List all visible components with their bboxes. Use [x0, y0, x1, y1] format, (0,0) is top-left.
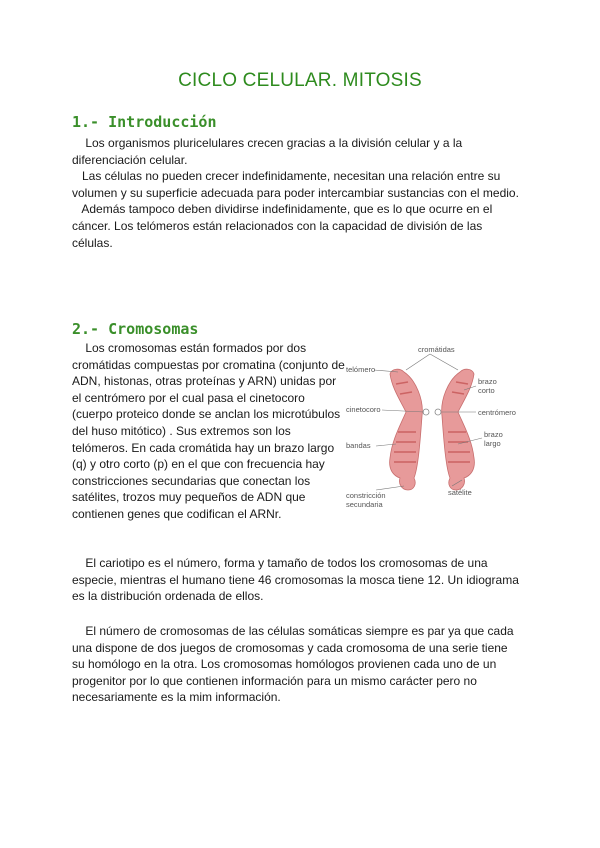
left-chromatid [390, 369, 423, 490]
text-line: El cariotipo es el número, forma y tamaño de todos los cromosomas de una [72, 556, 488, 570]
text-line: especie, mientras el humano tiene 46 cromosomas la mosca tiene 12. Un idiograma [72, 572, 519, 587]
label-brazo-corto-2: corto [478, 386, 495, 395]
text-line: satélites, trozos muy pequeños de ADN que [72, 490, 306, 505]
label-cinetocoro: cinetocoro [346, 405, 381, 414]
label-brazo-largo-2: largo [484, 439, 501, 448]
paragraph-cariotipo [72, 555, 532, 605]
text-line: una dispone de dos juegos de cromosomas y cada cromosoma de una serie tiene [72, 640, 508, 655]
text-line: El número de cromosomas de las células somáticas siempre es par ya que cada [72, 624, 514, 638]
text-line: el centrómero por el cual pasa el cinetocoro [72, 390, 305, 405]
label-satelite: satélite [448, 488, 472, 497]
text-line: diferenciación celular. [72, 152, 188, 167]
label-telomero: telómero [346, 365, 376, 374]
text-line: su homólogo en la otra. Los cromosomas homólogos provienen cada uno de un [72, 657, 497, 672]
text-line: cromátidas compuestas por cromatina (conjunto de [72, 357, 345, 372]
label-constriccion-2: secundaria [346, 500, 383, 509]
text-line: Las células no pueden crecer indefinidamente, necesitan una relación entre su [72, 169, 501, 184]
label-cromatidas: cromátidas [418, 345, 455, 354]
paragraph-cromosomas [72, 340, 357, 523]
text-line: (cuerpo proteico donde se anclan los microtúbulos [72, 407, 341, 422]
right-chromatid [442, 369, 475, 490]
text-line: Los organismos pluricelulares crecen gracias a la división celular y a la [72, 136, 463, 150]
text-line: volumen y su superficie adecuada para poder intercambiar sustancias con el medio. [72, 185, 519, 200]
label-constriccion: constricción [346, 491, 386, 500]
text-line: constricciones secundarias que conectan los [72, 473, 311, 488]
text-line: es la distribución ordenada de ellos. [72, 589, 264, 604]
text-line: células. [72, 235, 113, 250]
text-line: telómeros. En cada cromátida hay un brazo largo [72, 440, 335, 455]
label-brazo-corto: brazo [478, 377, 497, 386]
text-line: contienen genes que codifican el ARNr. [72, 506, 282, 521]
label-centromero: centrómero [478, 408, 516, 417]
section-heading-cromosomas: 2.- Cromosomas [72, 320, 199, 338]
chromosome-diagram [342, 340, 522, 515]
text-line: progenitor por lo que contienen información para un mismo carácter pero no [72, 673, 477, 688]
text-line: del huso mitótico) . Sus extremos son los [72, 423, 291, 438]
chromosome-shape [390, 369, 475, 490]
label-brazo-largo: brazo [484, 430, 503, 439]
section-heading-introduccion: 1.- Introducción [72, 113, 217, 131]
label-bandas: bandas [346, 441, 371, 450]
paragraph-introduccion [72, 135, 532, 251]
text-line: ADN, histonas, otras proteínas y ARN) unidas por [72, 374, 337, 389]
text-line: necesariamente es la mim información. [72, 690, 281, 705]
page-title: CICLO CELULAR. MITOSIS [178, 70, 422, 91]
text-line: Además tampoco deben dividirse indefinidamente, que es lo que ocurre en el [72, 202, 493, 217]
text-line: (q) y otro corto (p) en el que con frecuencia hay [72, 457, 325, 472]
text-line: cáncer. Los telómeros están relacionados con la capacidad de división de las [72, 218, 483, 233]
paragraph-numero-cromosomas [72, 623, 532, 706]
text-line: Los cromosomas están formados por dos [72, 341, 307, 355]
